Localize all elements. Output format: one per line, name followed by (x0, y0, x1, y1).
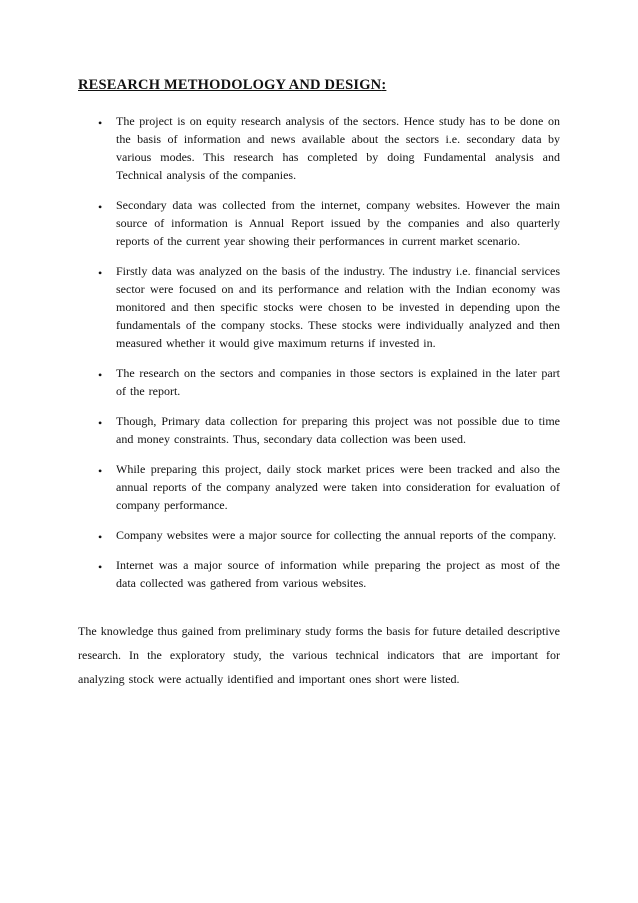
bullet-icon: • (98, 116, 103, 130)
list-item (0, 556, 638, 592)
bullet-icon: • (98, 530, 103, 544)
list-item-text: Company websites were a major source for collecting the annual reports of the company. (116, 528, 557, 542)
list-item-text: Secondary data was collected from the internet, company websites. However the main source of information is Annual Report issued by the companies and also quarterly reports of the current year showing their performances in current market scenario. (116, 198, 560, 248)
bullet-icon: • (98, 560, 103, 574)
list-item-text: While preparing this project, daily stock market prices were been tracked and also the annual reports of the company analyzed were taken into consideration for evaluation of company performance. (116, 462, 560, 512)
list-item (0, 196, 638, 250)
bullet-icon: • (98, 464, 103, 478)
list-item-text: Firstly data was analyzed on the basis of the industry. The industry i.e. financial services sector were focused on and its performance and relation with the Indian economy was monitored and then specific stocks were chosen to be invested in depending upon the fundamentals of the company stocks. These stocks were individually analyzed and then measured whether it would give maximum returns if invested in. (116, 264, 560, 350)
list-item (0, 364, 638, 400)
list-item (0, 412, 638, 448)
list-item-text: Internet was a major source of information while preparing the project as most of the data collected was gathered from various websites. (116, 558, 560, 590)
bullet-icon: • (98, 200, 103, 214)
methodology-bullet-list (0, 112, 638, 604)
list-item (0, 112, 638, 184)
conclusion-paragraph: The knowledge thus gained from preliminary study forms the basis for future detailed descriptive research. In the exploratory study, the various technical indicators that are important for analyzing stock were actually identified and important ones short were listed. (78, 624, 560, 686)
section-heading (78, 77, 386, 94)
bullet-icon: • (98, 416, 103, 430)
list-item-text: Though, Primary data collection for preparing this project was not possible due to time and money constraints. Thus, secondary data collection was been used. (116, 414, 560, 446)
list-item-text: The research on the sectors and companies in those sectors is explained in the later part of the report. (116, 366, 560, 398)
bullet-icon: • (98, 266, 103, 280)
list-item (0, 262, 638, 352)
bullet-icon: • (98, 368, 103, 382)
section-heading-text: RESEARCH METHODOLOGY AND DESIGN (78, 77, 382, 93)
list-item (0, 460, 638, 514)
list-item-text: The project is on equity research analysis of the sectors. Hence study has to be done on the basis of information and news available about the sectors i.e. secondary data by various modes. This research has completed by doing Fundamental analysis and Technical analysis of the companies. (116, 114, 560, 182)
section-heading-colon: : (381, 77, 387, 93)
list-item (0, 526, 638, 544)
